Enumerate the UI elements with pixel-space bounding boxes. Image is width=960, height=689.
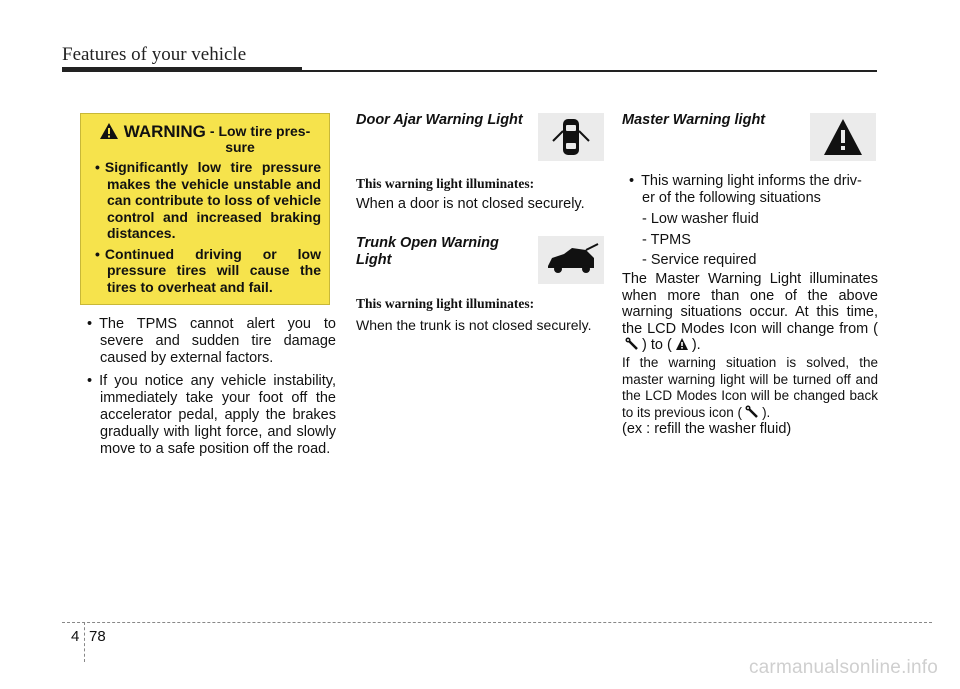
master-situations (642, 209, 759, 271)
warning-title: WARNING (123, 122, 206, 141)
chapter-number: 4 (71, 628, 80, 645)
master-bullet-line1: This warning light informs the driv- (641, 173, 862, 189)
tpms-bullet-list (80, 316, 336, 464)
master-paragraph-2 (622, 355, 878, 438)
warning-list (89, 159, 321, 295)
master-warning-title: Master Warning light (622, 112, 766, 128)
para-text: If the warning situation is solved, the master warning light will be turned off and the LCD Modes Icon will be changed back to its previous icon ( (622, 355, 878, 420)
para-text: ). (762, 404, 771, 420)
warning-heading (89, 122, 321, 141)
door-ajar-text: When a door is not closed securely. (356, 196, 585, 212)
header-rule-thin (302, 70, 877, 72)
watermark: carmanualsonline.info (748, 657, 938, 678)
master-paragraph-1 (622, 271, 878, 354)
door-ajar-title: Door Ajar Warning Light (356, 112, 523, 128)
header-rule (62, 67, 302, 72)
list-item: • If you notice any vehicle instability, immediately take your foot off the accelerator pedal, apply the brakes gradually with light force, and slowly move to a safe position off the road. (80, 373, 336, 458)
situation-item: - TPMS (642, 231, 691, 248)
trunk-open-title-line2: Light (356, 252, 392, 268)
footer-rule (62, 622, 932, 623)
warning-bullet: • Continued driving or low pressure tires will cause the tires to overheat and fail. (89, 246, 321, 296)
header-title: Features of your vehicle (62, 44, 247, 65)
trunk-open-text: When the trunk is not closed securely. (356, 317, 592, 333)
master-warning-icon (810, 113, 876, 161)
wrench-icon (625, 337, 639, 351)
door-ajar-lead: This warning light illuminates: (356, 176, 535, 191)
para-text: The Master Warning Light illuminates when more than one of the above warning situations occur. At this time, the LCD Modes Icon will change from ( (622, 271, 878, 337)
warning-subtitle: - Low tire pres- (209, 123, 311, 139)
warning-triangle-icon (100, 123, 118, 139)
trunk-open-title-line1: Trunk Open Warning (356, 235, 499, 251)
page-number: 78 (89, 628, 106, 645)
list-item (622, 173, 878, 207)
para-text: ). (691, 337, 701, 353)
warning-triangle-icon (675, 337, 689, 351)
master-bullet-line2: er of the following situations (642, 190, 821, 206)
situation-item: - Service required (642, 252, 757, 268)
para-text: (ex : refill the washer fluid) (622, 421, 792, 437)
warning-subtitle-cont: sure (225, 139, 255, 155)
master-bullet-list (622, 173, 878, 207)
trunk-open-icon (538, 236, 604, 284)
trunk-open-lead: This warning light illuminates: (356, 296, 535, 311)
situation-item: - Low washer fluid (642, 211, 759, 227)
warning-bullet: • Significantly low tire pressure makes the vehicle unstable and can contribute to loss of vehicle control and increased braking distances. (89, 159, 321, 242)
trunk-open-title (356, 235, 499, 269)
wrench-icon (745, 405, 759, 419)
warning-box (80, 113, 330, 305)
para-text: ) to ( (642, 337, 672, 353)
footer-divider (84, 622, 85, 662)
door-ajar-icon (538, 113, 604, 161)
list-item: • The TPMS cannot alert you to severe and sudden tire damage caused by external factors. (80, 316, 336, 367)
